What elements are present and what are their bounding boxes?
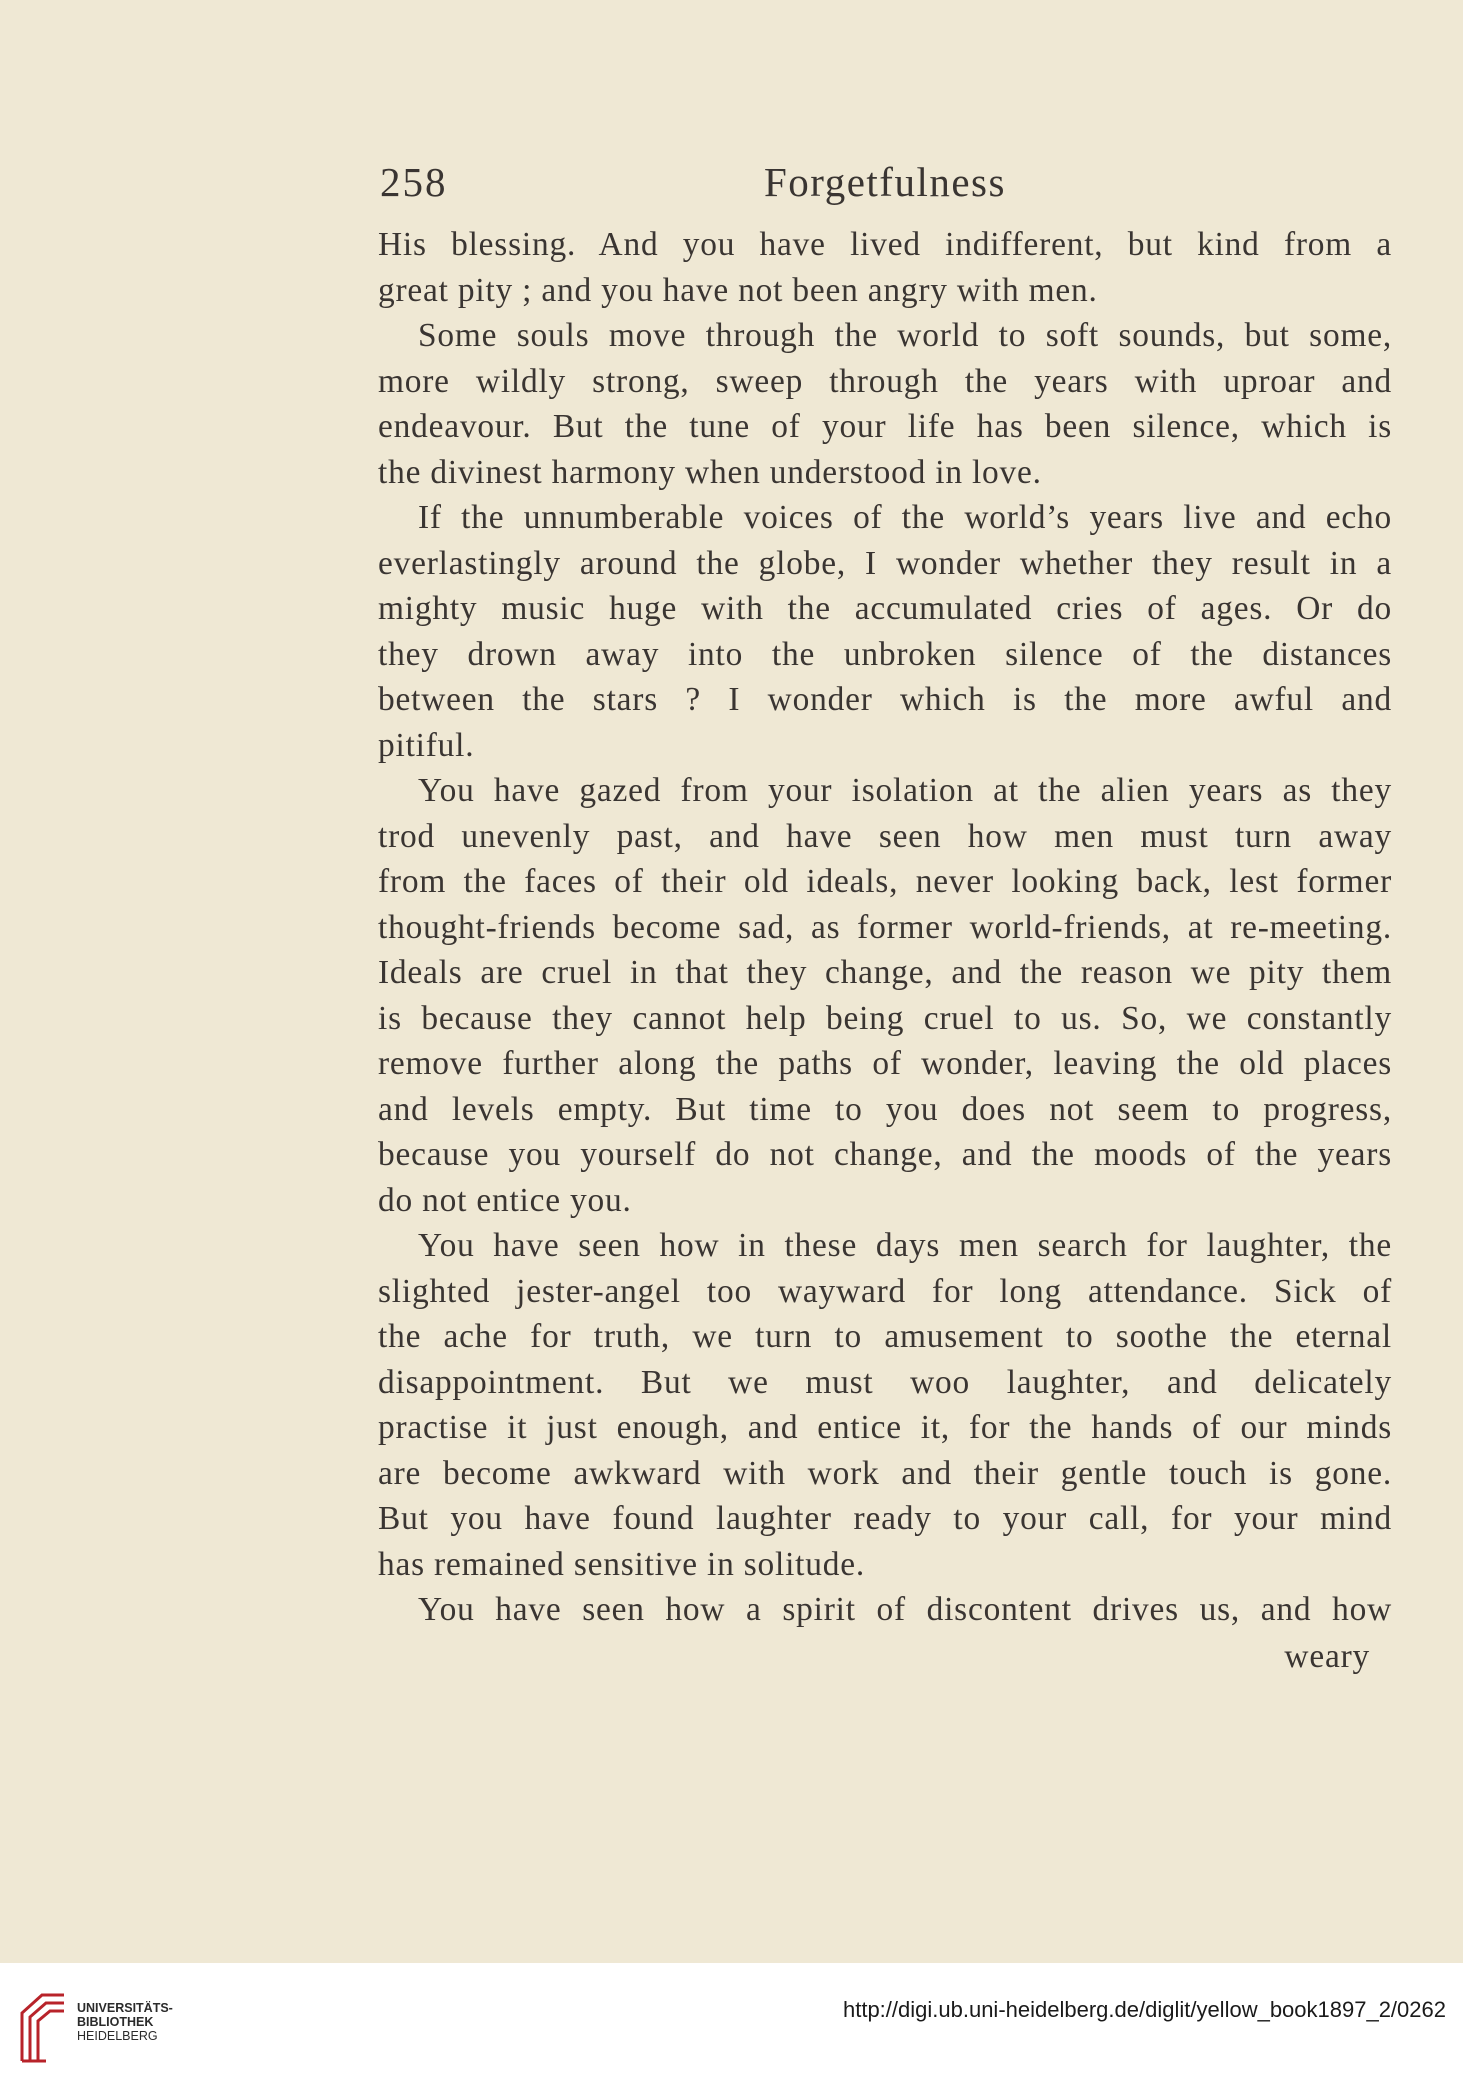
body-text: [378, 222, 1392, 1633]
text-line: and levels empty. But time to you does not seem to progress,: [378, 1090, 1392, 1128]
text-line: Some souls move through the world to soft sounds, but some,: [418, 317, 1392, 354]
text-line: from the faces of their old ideals, never looking back, lest former: [378, 863, 1392, 900]
text-line: remove further along the paths of wonder, leaving the old places: [378, 1045, 1392, 1082]
text-line: But you have found laughter ready to your call, for your mind: [378, 1500, 1392, 1537]
text-line: If the unnumberable voices of the world’s years live and echo: [418, 499, 1392, 536]
text-line: endeavour. But the tune of your life has been silence, which is: [378, 408, 1392, 445]
text-line: the ache for truth, we turn to amusement to soothe the eternal: [378, 1318, 1392, 1355]
text-line: slighted jester-angel too wayward for long attendance. Sick of: [378, 1272, 1392, 1310]
text-line: everlastingly around the globe, I wonder whether they result in a: [378, 544, 1392, 582]
footer: [0, 1963, 1463, 2080]
text-line: His blessing. And you have lived indifferent, but kind from a: [378, 226, 1392, 263]
running-title: Forgetfulness: [764, 159, 1006, 205]
page-header: [380, 158, 1020, 218]
text-line: You have seen how a spirit of discontent drives us, and how: [418, 1591, 1392, 1628]
source-url[interactable]: http://digi.ub.uni-heidelberg.de/diglit/yellow_book1897_2/0262: [842, 1997, 1446, 2022]
text-line: do not entice you.: [378, 1181, 632, 1219]
text-line: practise it just enough, and entice it, for the hands of our minds: [378, 1409, 1392, 1446]
library-name: [77, 2001, 173, 2043]
text-line: pitiful.: [378, 726, 475, 764]
text-line: the divinest harmony when understood in love.: [378, 453, 1042, 491]
text-line: thought-friends become sad, as former world-friends, at re-meeting.: [378, 908, 1392, 946]
text-line: has remained sensitive in solitude.: [378, 1545, 866, 1583]
text-line: is because they cannot help being cruel to us. So, we constantly: [378, 999, 1392, 1037]
page-number: 258: [380, 159, 448, 205]
text-line: You have gazed from your isolation at the alien years as they: [418, 772, 1392, 809]
text-line: disappointment. But we must woo laughter, and delicately: [378, 1363, 1392, 1401]
library-logo-icon: [18, 1991, 68, 2063]
text-line: are become awkward with work and their gentle touch is gone.: [378, 1454, 1392, 1492]
text-line: mighty music huge with the accumulated cries of ages. Or do: [378, 590, 1392, 627]
text-line: You have seen how in these days men search for laughter, the: [418, 1227, 1392, 1264]
text-line: Ideals are cruel in that they change, and the reason we pity them: [378, 954, 1392, 991]
catchword: weary: [1284, 1638, 1370, 1675]
text-line: trod unevenly past, and have seen how men must turn away: [378, 817, 1392, 855]
text-line: more wildly strong, sweep through the years with uproar and: [378, 362, 1392, 400]
text-line: great pity ; and you have not been angry with men.: [378, 271, 1098, 309]
library-name-line: HEIDELBERG: [77, 2029, 158, 2043]
text-line: they drown away into the unbroken silence of the distances: [378, 635, 1392, 673]
text-line: between the stars ? I wonder which is the more awful and: [378, 681, 1392, 718]
library-name-line: UNIVERSITÄTS-: [77, 2001, 173, 2015]
library-name-line: BIBLIOTHEK: [77, 2015, 154, 2029]
text-line: because you yourself do not change, and the moods of the years: [378, 1136, 1392, 1173]
